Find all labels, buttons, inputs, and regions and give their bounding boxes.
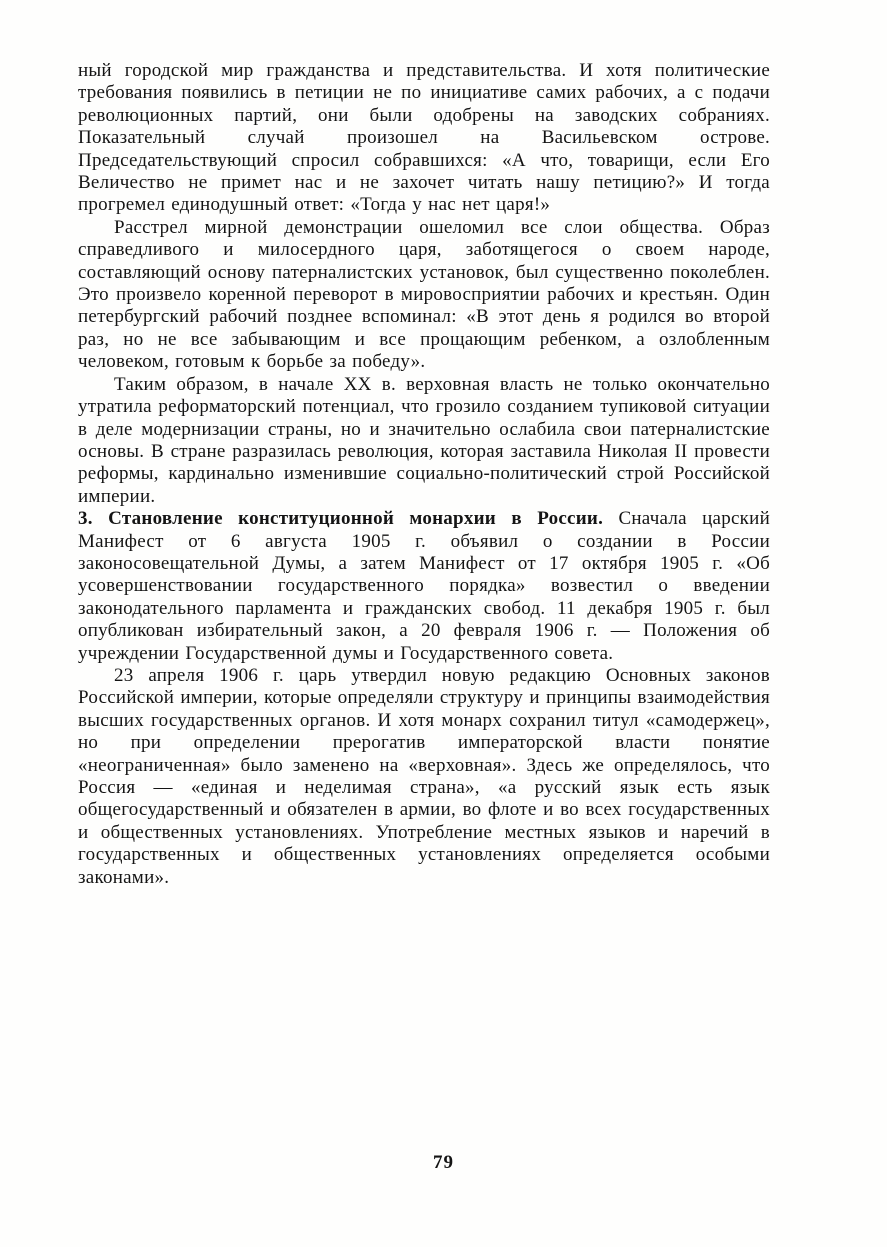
paragraph-continuation: ный городской мир гражданства и представительства. И хотя политические требования появились в петиции не по инициативе самих рабочих, а с подачи революционных партий, они были одобрены на заводских собраниях. Показательный случай произошел на Васильевском острове. Председательствующий спросил собравшихся: «А что, товарищи, если Его Величество не примет нас и не захочет читать нашу петицию?» И тогда прогремел единодушный ответ: «Тогда у нас нет царя!» xyxy=(78,60,770,216)
paragraph-with-section-heading xyxy=(78,508,770,665)
text-block xyxy=(78,60,770,889)
paragraph-text: Сначала царский Манифест от 6 августа 1905 г. объявил о создании в России законосовещательной Думы, а затем Манифест от 17 октября 1905 г. «Об усовершенствовании государственного порядка» возвестил о введении законодательного парламента и гражданских свобод. 11 декабря 1905 г. был опубликован избирательный закон, а 20 февраля 1906 г. — Положения об учреждении Государственной думы и Государственного совета. xyxy=(78,508,770,664)
paragraph: Таким образом, в начале XX в. верховная власть не только окончательно утратила реформаторский потенциал, что грозило созданием тупиковой ситуации в деле модернизации страны, но и значительно ослабила свои патерналистские основы. В стране разразилась революция, которая заставила Николая II провести реформы, кардинально изменившие социально-политический строй Российской империи. xyxy=(78,373,770,507)
page-number: 79 xyxy=(433,1152,454,1173)
section-heading: 3. Становление конституционной монархии в России. xyxy=(78,508,604,530)
paragraph: Расстрел мирной демонстрации ошеломил все слои общества. Образ справедливого и милосердного царя, заботящегося о своем народе, составляющий основу патерналистских установок, был существенно поколеблен. Это произвело коренной переворот в мировосприятии рабочих и крестьян. Один петербургский рабочий позднее вспоминал: «В этот день я родился во второй раз, но не все забывающим и все прощающим ребенком, а озлобленным человеком, готовым к борьбе за победу». xyxy=(78,216,770,373)
paragraph: 23 апреля 1906 г. царь утвердил новую редакцию Основных законов Российской империи, которые определяли структуру и принципы взаимодействия высших государственных органов. И хотя монарх сохранил титул «самодержец», но при определении прерогатив императорской власти понятие «неограниченная» было заменено на «верховная». Здесь же определялось, что Россия — «единая и неделимая страна», «а русский язык есть язык общегосударственный и обязателен в армии, во флоте и во всех государственных и общественных установлениях. Употребление местных языков и наречий в государственных и общественных установлениях определяется особыми законами». xyxy=(78,664,770,888)
